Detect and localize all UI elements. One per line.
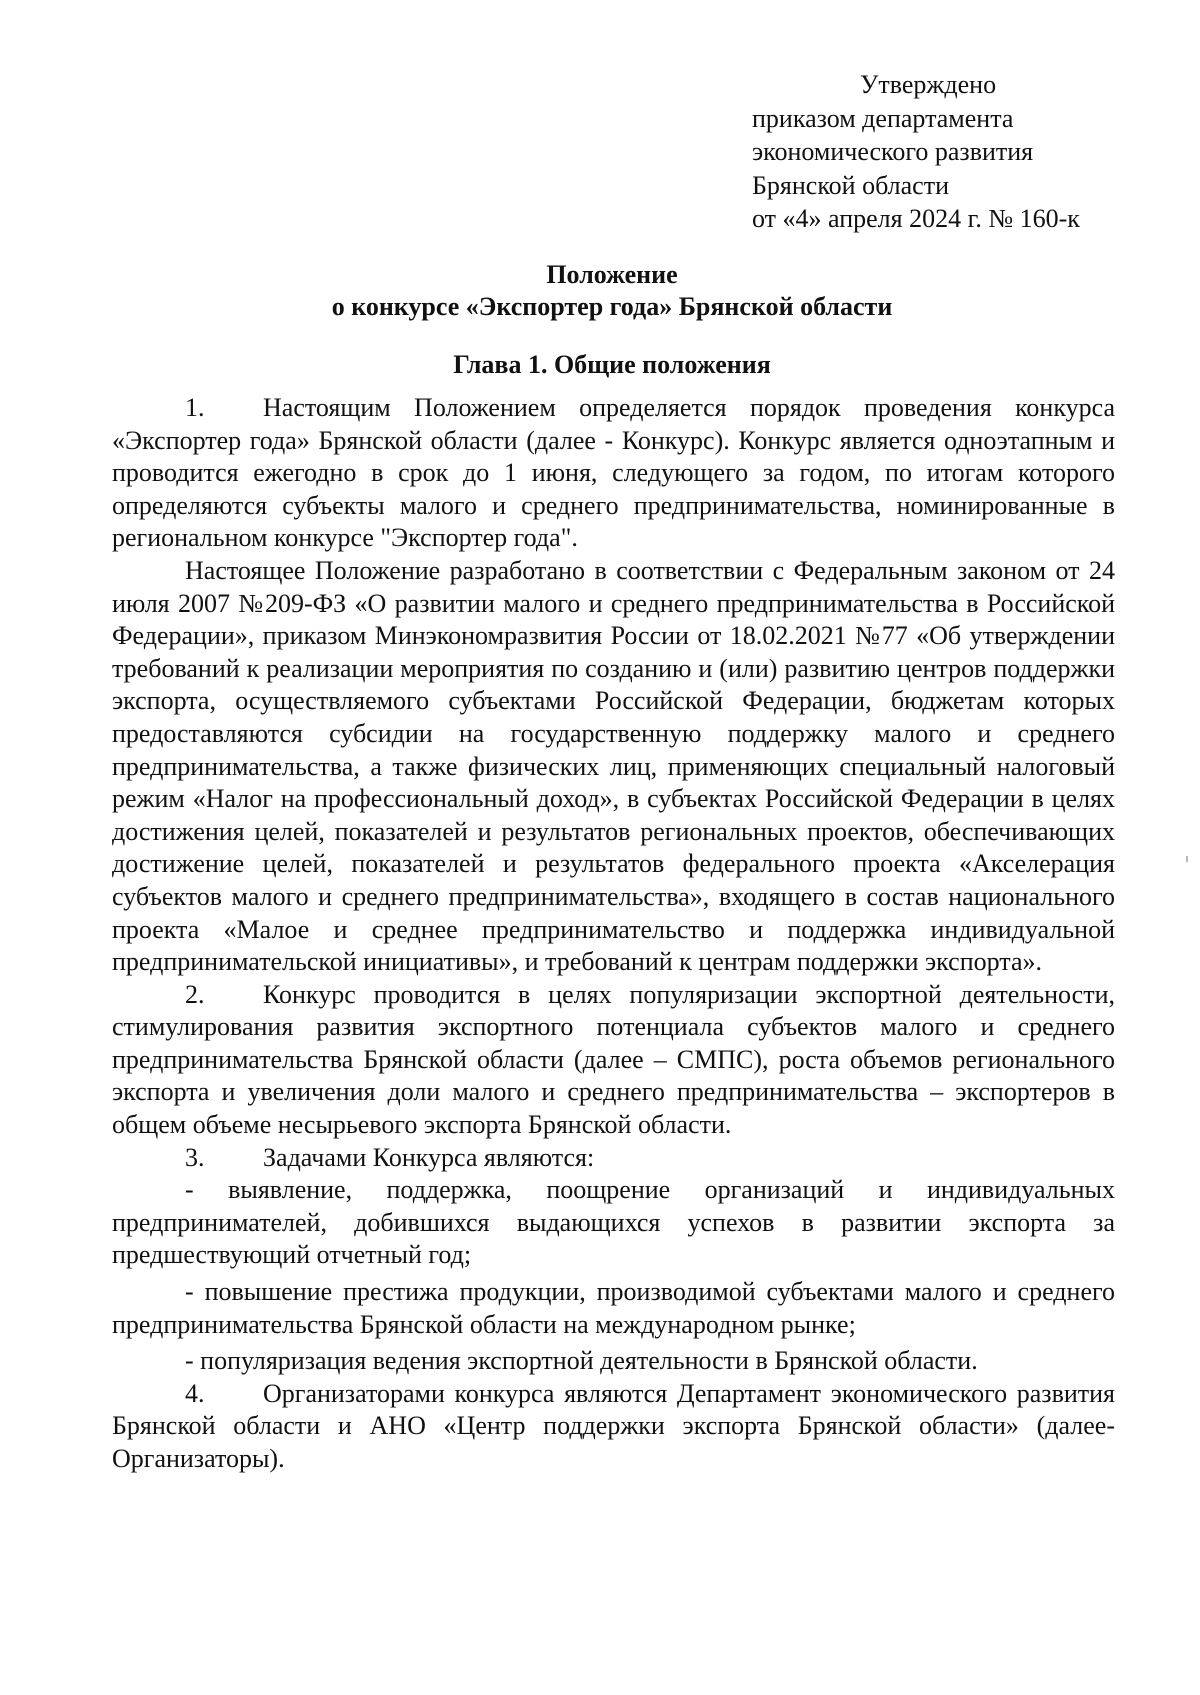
paragraph-3-text: Задачами Конкурса являются: [263,1142,595,1172]
paragraph-2-text: Конкурс проводится в целях популяризации экспортной деятельности, стимулирования развития экспортного потенциала субъектов малого и среднего предпринимательства Брянской области (далее – СМПС), роста объемов регионального экспорта и увеличения доли малого и среднего предпринимательства – экспортеров в общем объеме несырьевого экспорта Брянской области. [112,979,1115,1140]
paragraph-2 [112,979,1115,1142]
paragraph-3 [112,1142,1115,1175]
paragraph-2-number: 2. [185,979,205,1009]
paragraph-1-basis: Настоящее Положение разработано в соответствии с Федеральным законом от 24 июля 2007 №209-ФЗ «О развитии малого и среднего предпринимательства в Российской Федерации», приказом Минэкономразвития России от 18.02.2021 №77 «Об утверждении требований к реализации мероприятия по созданию и (или) развитию центров поддержки экспорта, осуществляемого субъектами Российской Федерации, бюджетам которых предоставляются субсидии на государственную поддержку малого и среднего предпринимательства, а также физических лиц, применяющих специальный налоговый режим «Налог на профессиональный доход», в субъектах Российской Федерации в целях достижения целей, показателей и результатов региональных проектов, обеспечивающих достижение целей, показателей и результатов федерального проекта «Акселерация субъектов малого и среднего предпринимательства», входящего в состав национального проекта «Малое и среднее предпринимательство и поддержка индивидуальной предпринимательской инициативы», и требований к центрам поддержки экспорта». [112,555,1115,977]
scan-speck [1186,856,1188,862]
document-body [112,392,1115,1476]
approval-line-department: экономического развития [752,137,1034,166]
approval-line-date-number: от «4» апреля 2024 г. № 160-к [752,204,1080,233]
approval-line-region: Брянской области [752,170,949,200]
paragraph-4-number: 4. [185,1378,205,1408]
paragraph-3-item-1: - выявление, поддержка, поощрение организаций и индивидуальных предпринимателей, добившихся выдающихся успехов в развитии экспорта за предшествующий отчетный год; [112,1175,1115,1270]
paragraph-1-number: 1. [185,393,205,422]
paragraph-3-item-2: - повышение престижа продукции, производимой субъектами малого и среднего предпринимательства Брянской области на международном рынке; [112,1277,1115,1339]
approval-line-order: приказом департамента [752,103,1014,133]
chapter-heading: Глава 1. Общие положения [453,350,771,379]
paragraph-3-number: 3. [185,1142,205,1172]
document-subtitle: о конкурсе «Экспортер года» Брянской области [331,292,893,321]
paragraph-4-text: Организаторами конкурса являются Департамент экономического развития Брянской области и АНО «Центр поддержки экспорта Брянской области» (далее- Организаторы). [112,1378,1115,1473]
paragraph-1 [112,392,1115,555]
paragraph-1-text: Настоящим Положением определяется порядок проведения конкурса «Экспортер года» Брянской области (далее - Конкурс). Конкурс является одноэтапным и проводится ежегодно в срок до 1 июня, следующего за годом, по итогам которого определяются субъекты малого и среднего предпринимательства, номинированные в региональном конкурсе "Экспортер года". [112,393,1115,553]
paragraph-3-item-3: - популяризация ведения экспортной деятельности в Брянской области. [185,1346,978,1376]
paragraph-4 [112,1378,1115,1476]
approval-line-approved: Утверждено [860,70,997,99]
approval-stamp-block [752,68,1080,236]
document-title: Положение [546,260,678,289]
